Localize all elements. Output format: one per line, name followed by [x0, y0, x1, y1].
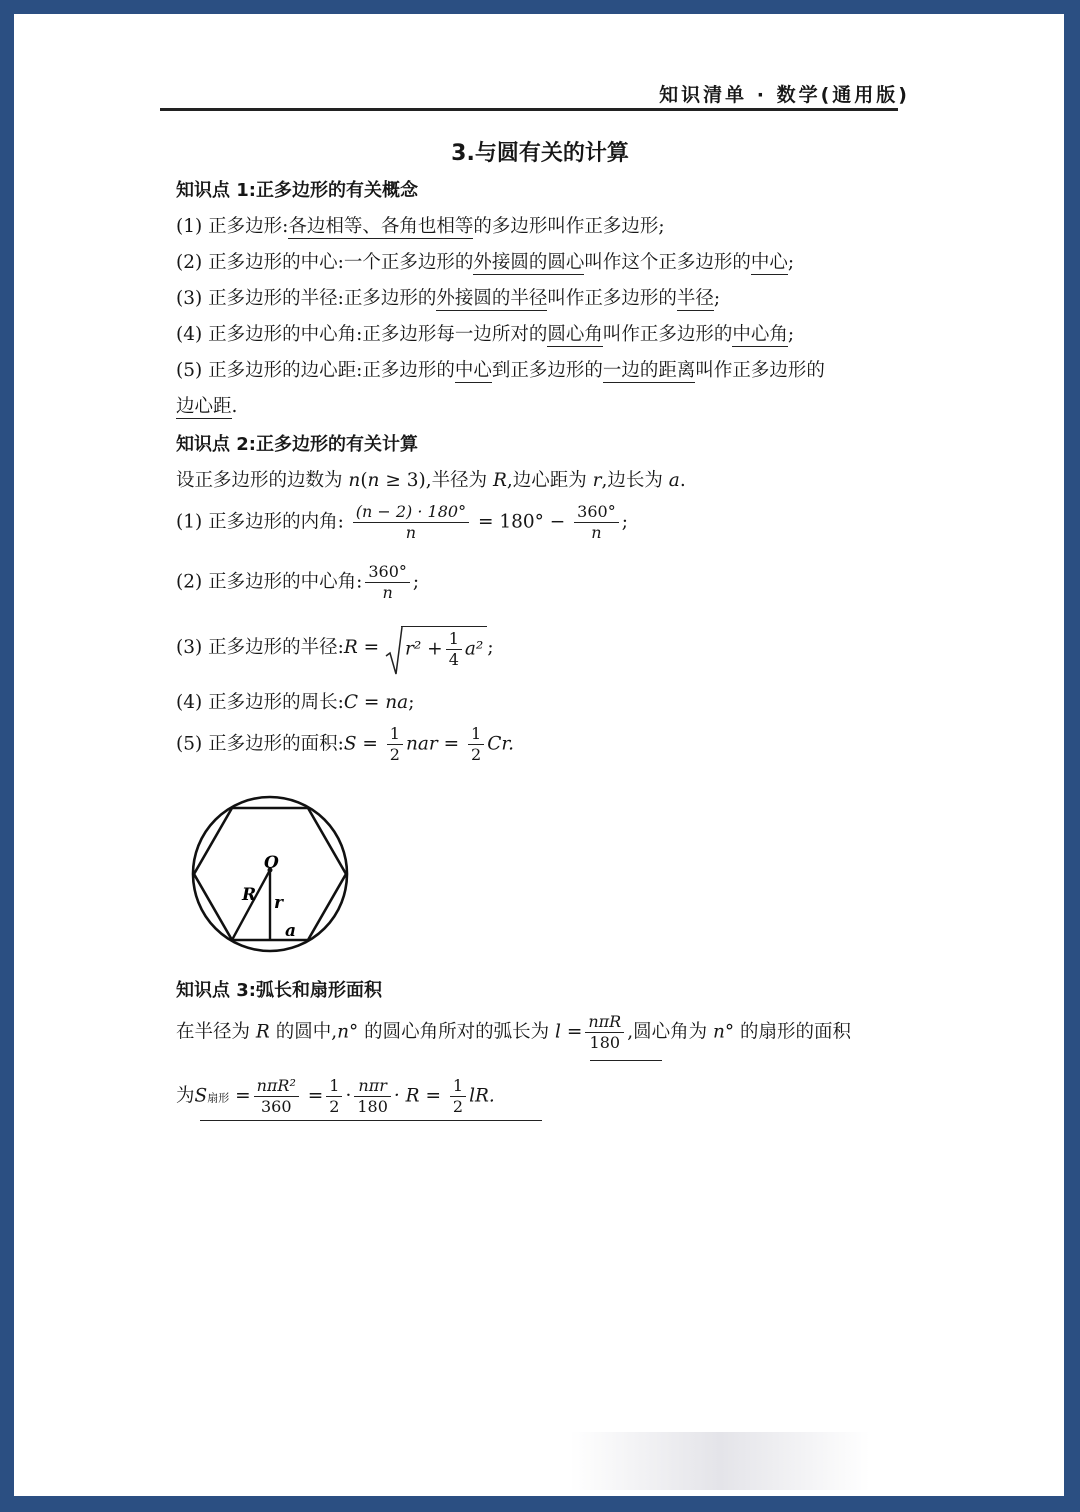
- kp1-item-2: [176, 248, 794, 274]
- label-a: a: [285, 921, 297, 941]
- label-R: R: [242, 885, 257, 905]
- item-answer: 外接圆的半径: [436, 288, 548, 309]
- numerator: 1: [468, 724, 484, 745]
- kp2-intro: [176, 466, 686, 492]
- watermark-blur: [570, 1432, 870, 1490]
- fraction: [446, 629, 462, 670]
- item-answer: 外接圆的圆心: [473, 252, 585, 273]
- text: ,圆心角为: [627, 1021, 713, 1043]
- denominator: 360: [260, 1097, 292, 1116]
- denominator: 2: [329, 1097, 340, 1116]
- formula-perimeter: [176, 688, 414, 714]
- denominator: n: [405, 523, 417, 542]
- formula-text: nar =: [405, 733, 460, 755]
- formula-text: = 180° −: [477, 511, 566, 533]
- kp1-item-5-cont: [176, 392, 237, 418]
- item-text: 的多边形叫作正多边形;: [473, 216, 665, 237]
- numerator: 1: [446, 629, 462, 650]
- item-text: (5) 正多边形的边心距:正多边形的: [176, 360, 455, 381]
- denominator: 180: [589, 1033, 621, 1052]
- radicand: [401, 626, 487, 670]
- text: 在半径为: [176, 1021, 256, 1043]
- item-answer: 中心: [750, 252, 788, 273]
- item-text: (4) 正多边形的中心角:正多边形每一边所对的: [176, 324, 548, 345]
- formula-label: (5) 正多边形的面积:: [176, 733, 344, 755]
- kp3-heading: 知识点 3:弧长和扇形面积: [176, 980, 382, 1001]
- intro-text: .: [679, 470, 686, 491]
- var-n: n: [348, 470, 361, 491]
- var-n: n: [367, 470, 380, 491]
- numerator: nπR: [585, 1012, 624, 1033]
- item-text: ;: [787, 324, 795, 345]
- numerator: 1: [326, 1076, 342, 1097]
- numerator: 360°: [574, 502, 619, 523]
- formula-text: a²: [464, 638, 484, 660]
- formula-text: R =: [343, 637, 380, 658]
- formula-label: (1) 正多边形的内角:: [176, 511, 344, 533]
- formula-text: r² +: [405, 638, 443, 660]
- formula-text: · R =: [393, 1085, 441, 1107]
- item-text: 叫作正多边形的: [547, 288, 677, 309]
- text: 为: [176, 1085, 195, 1107]
- formula-text: ·: [345, 1085, 352, 1107]
- fraction: [585, 1012, 624, 1053]
- denominator: n: [591, 523, 602, 542]
- item-answer: 各边相等、各角也相等: [288, 216, 474, 237]
- item-answer: 中心: [454, 360, 492, 381]
- fraction: [326, 1076, 342, 1117]
- numerator: 1: [387, 724, 403, 745]
- label-r: r: [274, 893, 283, 913]
- intro-text: ≥ 3),半径为: [379, 470, 493, 491]
- item-text: 叫作正多边形的: [602, 324, 733, 345]
- formula-label: (4) 正多边形的周长:: [176, 692, 344, 713]
- fraction: [353, 502, 469, 543]
- kp2-heading: 知识点 2:正多边形的有关计算: [176, 434, 418, 455]
- item-answer: 半径: [676, 288, 714, 309]
- formula-radius: [176, 626, 494, 670]
- intro-text: 设正多边形的边数为: [176, 470, 349, 491]
- formula-text: l =: [555, 1021, 583, 1043]
- item-text: 到正多边形的: [491, 360, 603, 381]
- numerator: (n − 2) · 180°: [353, 502, 469, 523]
- hexagon-in-circle-diagram: [190, 794, 360, 954]
- formula-text: S =: [343, 733, 378, 755]
- formula-text: ;: [412, 571, 420, 593]
- item-text: (1) 正多边形:: [176, 216, 289, 237]
- kp1-item-1: [176, 212, 665, 238]
- subscript: 扇形: [207, 1091, 230, 1105]
- item-text: 叫作这个正多边形的: [584, 252, 751, 273]
- formula-central-angle: [176, 562, 419, 603]
- numerator: nπr: [354, 1076, 391, 1097]
- item-text: 叫作正多边形的: [695, 360, 825, 381]
- answer-underline: [590, 1060, 662, 1061]
- radius-line: [232, 870, 270, 940]
- numerator: nπR²: [254, 1076, 299, 1097]
- formula-text: ;: [408, 692, 415, 713]
- text: 的扇形的面积: [734, 1021, 852, 1043]
- header-title: 知识清单 · 数学(通用版): [659, 84, 910, 106]
- fraction: [254, 1076, 299, 1117]
- kp1-item-5: [176, 356, 825, 382]
- square-root: [385, 626, 487, 670]
- arc-length-line: [176, 1012, 851, 1053]
- text: 的圆中,: [269, 1021, 338, 1043]
- label-o: O: [264, 853, 279, 873]
- var-n-degree: n°: [337, 1021, 359, 1043]
- fraction: [365, 562, 410, 603]
- item-text: (3) 正多边形的半径:正多边形的: [176, 288, 437, 309]
- formula-text: =: [307, 1085, 324, 1107]
- fraction: [450, 1076, 466, 1117]
- radical-sign: [385, 626, 403, 676]
- item-answer: 一边的距离: [602, 360, 696, 381]
- var-R: R: [492, 470, 507, 491]
- var-a: a: [668, 470, 680, 491]
- numerator: 360°: [365, 562, 410, 583]
- formula-text: lR.: [469, 1085, 495, 1107]
- denominator: 4: [448, 650, 459, 669]
- denominator: 2: [389, 745, 400, 764]
- formula-label: (2) 正多边形的中心角:: [176, 571, 363, 593]
- var-S: S: [194, 1085, 208, 1107]
- formula-interior-angle: [176, 502, 628, 543]
- fraction: [354, 1076, 391, 1117]
- kp1-item-3: [176, 284, 720, 310]
- item-answer: 圆心角: [547, 324, 603, 345]
- section-title: 3.与圆有关的计算: [451, 141, 629, 166]
- formula-text: ;: [621, 511, 628, 533]
- var-n-degree: n°: [713, 1021, 735, 1043]
- denominator: 2: [452, 1097, 464, 1116]
- numerator: 1: [450, 1076, 466, 1097]
- formula-text: =: [235, 1085, 251, 1107]
- var-r: r: [592, 470, 602, 491]
- formula-text: C = na: [343, 692, 409, 713]
- item-answer: 边心距: [176, 396, 232, 417]
- fraction: [468, 724, 484, 765]
- item-text: .: [231, 396, 238, 417]
- formula-text: ;: [487, 637, 494, 658]
- item-text: ;: [787, 252, 795, 273]
- item-text: (2) 正多边形的中心:一个正多边形的: [176, 252, 474, 273]
- denominator: n: [382, 583, 393, 602]
- item-answer: 中心角: [732, 324, 788, 345]
- formula-text: Cr.: [487, 733, 515, 755]
- intro-text: (: [360, 470, 368, 491]
- denominator: 180: [357, 1097, 388, 1116]
- sector-area-line: [176, 1076, 495, 1117]
- intro-text: ,边心距为: [506, 470, 593, 491]
- kp1-item-4: [176, 320, 794, 346]
- fraction: [574, 502, 619, 543]
- formula-area: [176, 724, 514, 765]
- header-rule: [160, 108, 898, 111]
- kp1-heading: 知识点 1:正多边形的有关概念: [176, 180, 418, 201]
- intro-text: ,边长为: [601, 470, 669, 491]
- item-text: ;: [713, 288, 721, 309]
- var-R: R: [255, 1021, 270, 1043]
- fraction: [387, 724, 403, 765]
- denominator: 2: [471, 745, 482, 764]
- answer-underline: [200, 1120, 542, 1121]
- text: 的圆心角所对的弧长为: [358, 1021, 550, 1043]
- formula-label: (3) 正多边形的半径:: [176, 637, 344, 658]
